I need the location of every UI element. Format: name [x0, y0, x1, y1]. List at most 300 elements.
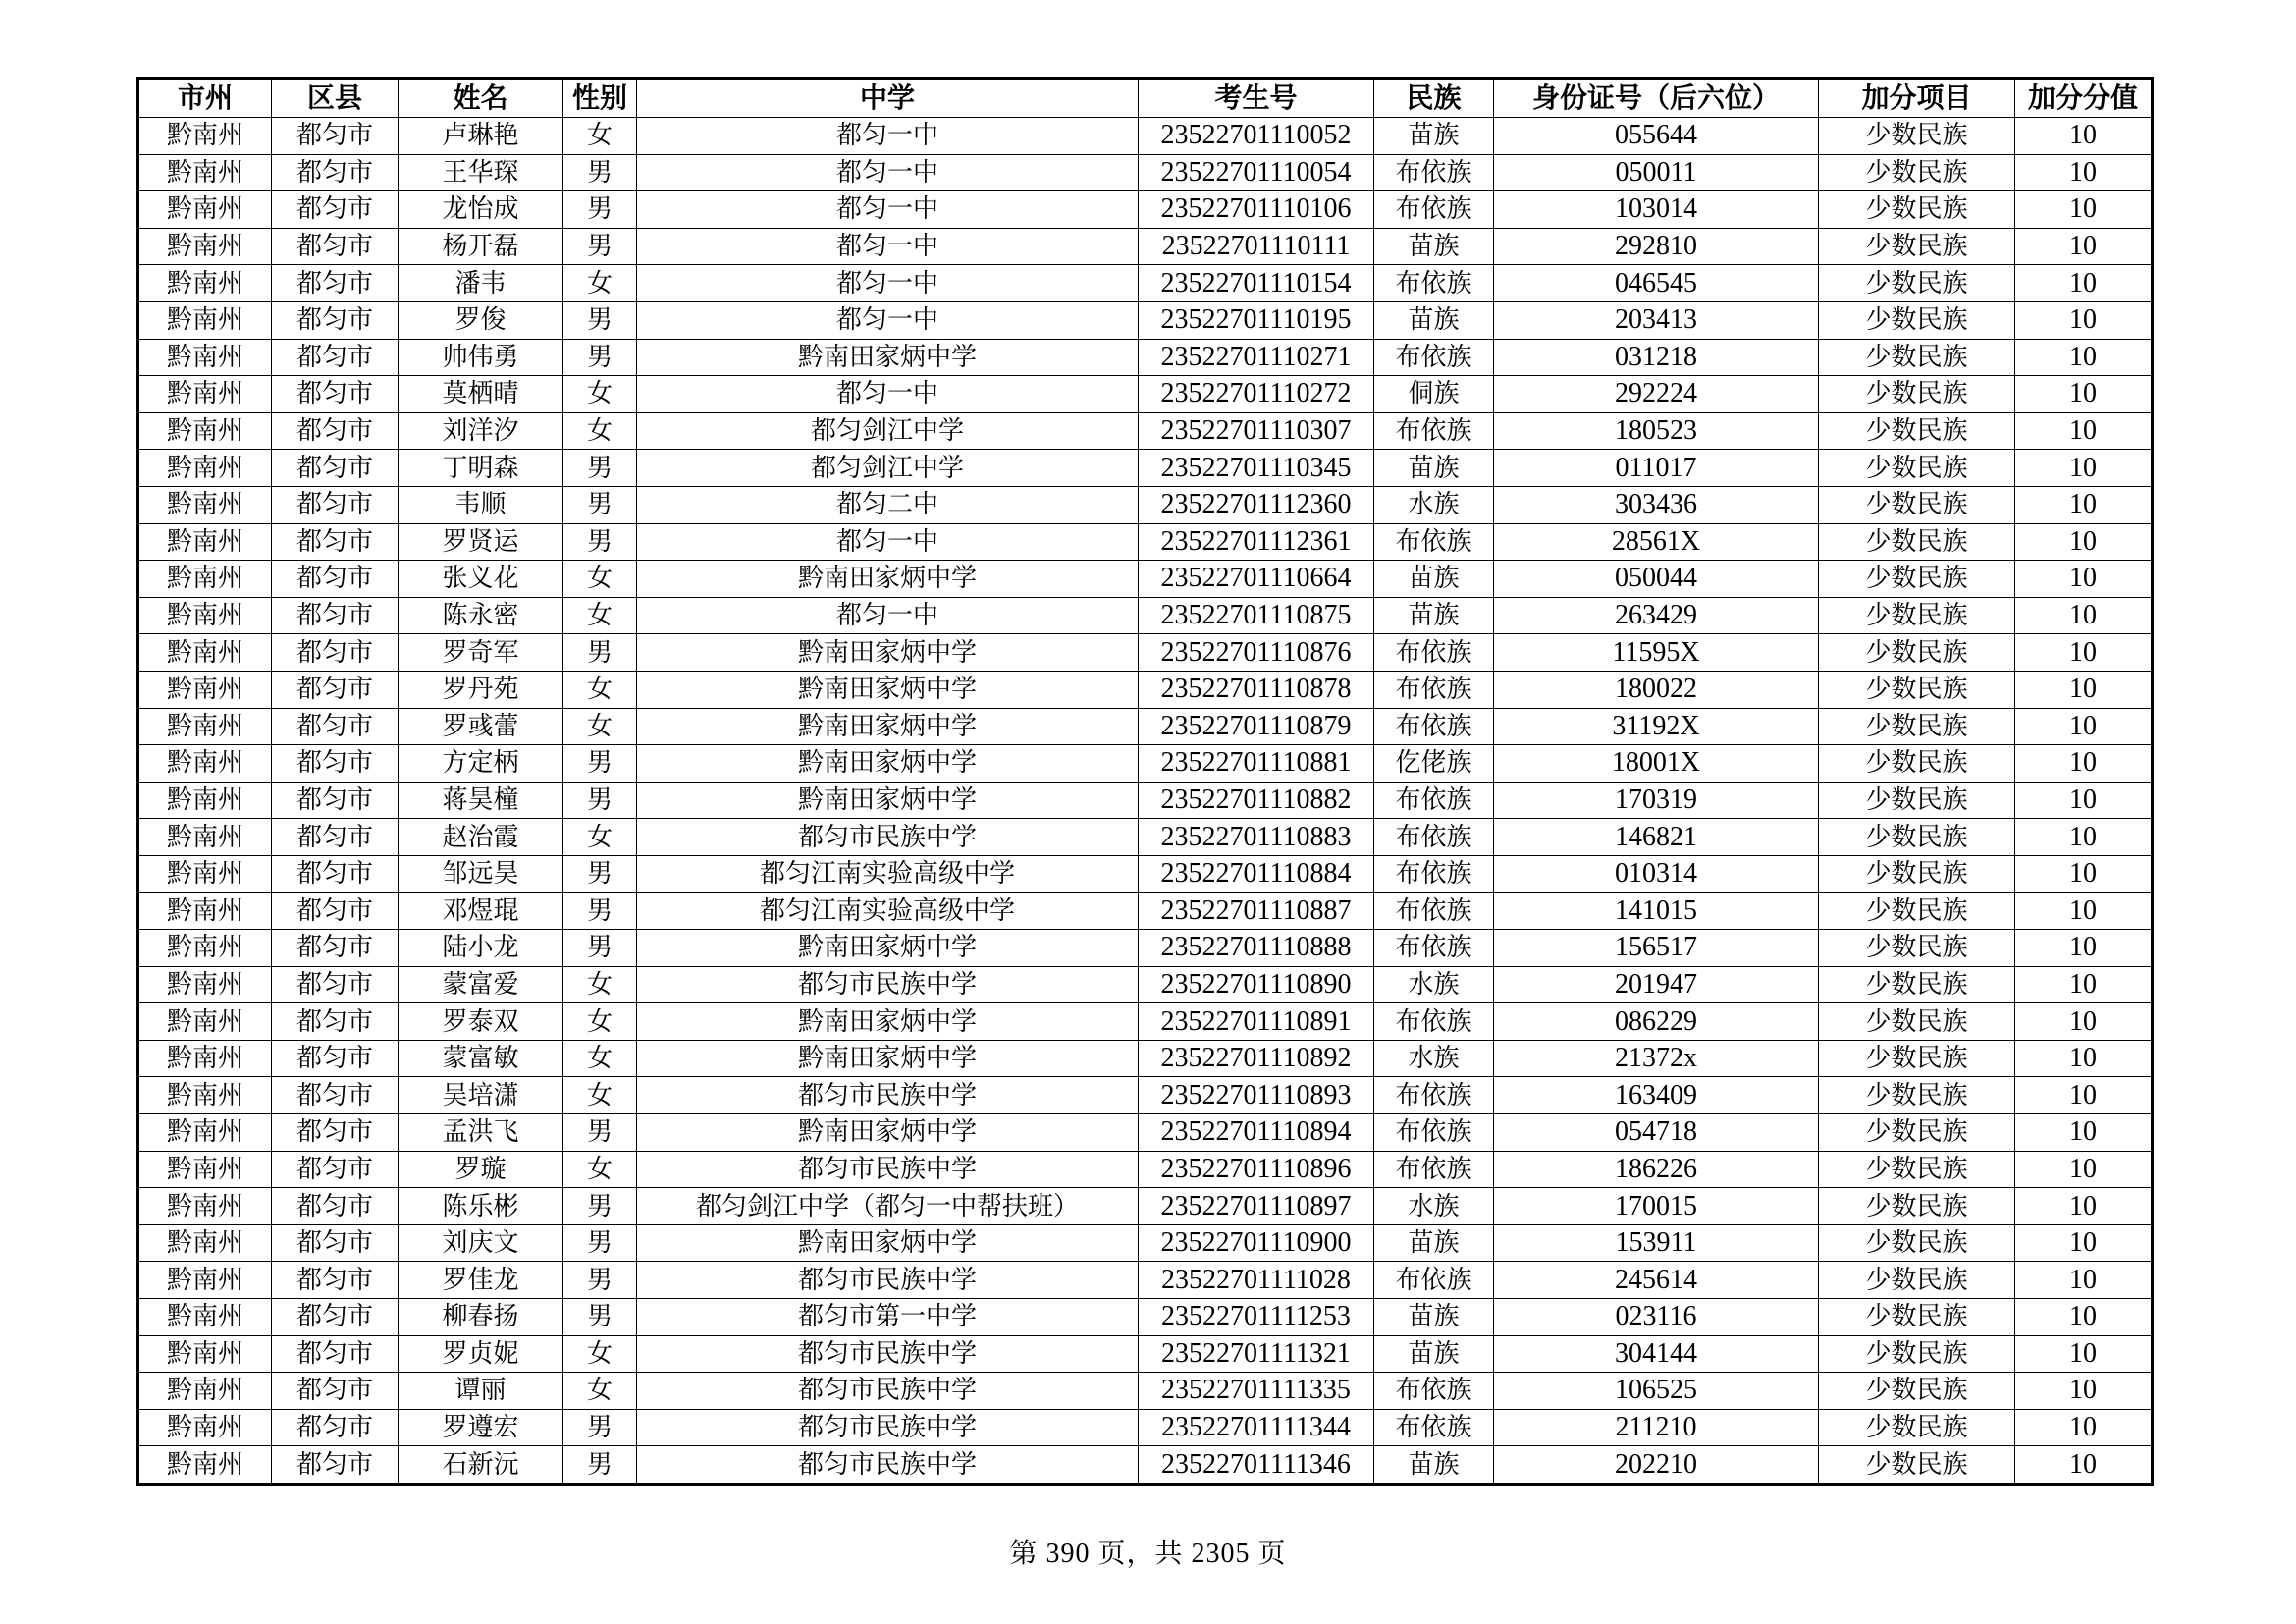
id-suffix-cell: 303436: [1494, 486, 1819, 523]
id-suffix-cell: 292810: [1494, 228, 1819, 265]
bonus-value-cell: 10: [2015, 855, 2153, 893]
district-cell: 都匀市: [272, 930, 399, 967]
school-cell: 黔南田家炳中学: [637, 708, 1139, 745]
district-cell: 都匀市: [272, 819, 399, 856]
name-cell: 潘韦: [399, 265, 563, 302]
bonus-item-cell: 少数民族: [1819, 819, 2015, 856]
district-cell: 都匀市: [272, 782, 399, 819]
ethnicity-cell: 布依族: [1374, 1114, 1494, 1152]
city-cell: 黔南州: [138, 486, 272, 523]
exam-number-cell: 23522701110894: [1139, 1114, 1374, 1152]
school-cell: 都匀市民族中学: [637, 1262, 1139, 1299]
bonus-item-cell: 少数民族: [1819, 782, 2015, 819]
name-cell: 谭丽: [399, 1373, 563, 1410]
id-suffix-cell: 28561X: [1494, 523, 1819, 561]
id-suffix-cell: 31192X: [1494, 708, 1819, 745]
bonus-item-cell: 少数民族: [1819, 265, 2015, 302]
id-suffix-cell: 010314: [1494, 855, 1819, 893]
gender-cell: 女: [563, 1373, 637, 1410]
table-row: [138, 228, 2153, 265]
table-body: [138, 118, 2153, 1485]
bonus-value-cell: 10: [2015, 450, 2153, 487]
bonus-value-cell: 10: [2015, 191, 2153, 229]
id-suffix-cell: 21372x: [1494, 1040, 1819, 1077]
exam-number-cell: 23522701110884: [1139, 855, 1374, 893]
name-cell: 罗遵宏: [399, 1409, 563, 1446]
name-cell: 丁明森: [399, 450, 563, 487]
ethnicity-cell: 苗族: [1374, 597, 1494, 634]
name-cell: 罗贤运: [399, 523, 563, 561]
city-cell: 黔南州: [138, 782, 272, 819]
name-cell: 赵治霞: [399, 819, 563, 856]
table-row: [138, 597, 2153, 634]
ethnicity-cell: 苗族: [1374, 450, 1494, 487]
bonus-item-header: 加分项目: [1819, 79, 2015, 118]
ethnicity-cell: 布依族: [1374, 1077, 1494, 1114]
name-cell: 帅伟勇: [399, 339, 563, 376]
gender-cell: 男: [563, 893, 637, 930]
name-cell: 罗彧蕾: [399, 708, 563, 745]
bonus-value-cell: 10: [2015, 1409, 2153, 1446]
gender-cell: 男: [563, 450, 637, 487]
gender-cell: 男: [563, 1299, 637, 1336]
city-cell: 黔南州: [138, 930, 272, 967]
bonus-item-cell: 少数民族: [1819, 1224, 2015, 1262]
district-cell: 都匀市: [272, 1409, 399, 1446]
gender-cell: 男: [563, 486, 637, 523]
table-header-row: [138, 79, 2153, 118]
city-cell: 黔南州: [138, 412, 272, 450]
gender-cell: 男: [563, 1188, 637, 1225]
id-suffix-cell: 086229: [1494, 1003, 1819, 1041]
ethnicity-cell: 苗族: [1374, 561, 1494, 598]
page-footer: 第 390 页，共 2305 页: [1009, 1539, 1287, 1569]
table-row: [138, 671, 2153, 708]
city-cell: 黔南州: [138, 819, 272, 856]
table-row: [138, 301, 2153, 339]
school-cell: 黔南田家炳中学: [637, 1114, 1139, 1152]
school-cell: 都匀一中: [637, 154, 1139, 191]
id-suffix-cell: 186226: [1494, 1151, 1819, 1188]
id-suffix-cell: 263429: [1494, 597, 1819, 634]
name-cell: 蒙富敏: [399, 1040, 563, 1077]
school-cell: 都匀市民族中学: [637, 1409, 1139, 1446]
ethnicity-cell: 水族: [1374, 966, 1494, 1003]
name-cell: 吴培潇: [399, 1077, 563, 1114]
school-cell: 都匀一中: [637, 118, 1139, 155]
district-cell: 都匀市: [272, 1299, 399, 1336]
gender-cell: 女: [563, 1077, 637, 1114]
bonus-value-cell: 10: [2015, 301, 2153, 339]
gender-cell: 男: [563, 1224, 637, 1262]
bonus-value-cell: 10: [2015, 708, 2153, 745]
city-cell: 黔南州: [138, 301, 272, 339]
district-cell: 都匀市: [272, 561, 399, 598]
id-suffix-cell: 180523: [1494, 412, 1819, 450]
school-cell: 黔南田家炳中学: [637, 1224, 1139, 1262]
table-row: [138, 412, 2153, 450]
id-suffix-cell: 18001X: [1494, 745, 1819, 783]
exam-number-cell: 23522701110111: [1139, 228, 1374, 265]
ethnicity-cell: 布依族: [1374, 191, 1494, 229]
city-cell: 黔南州: [138, 1114, 272, 1152]
bonus-value-cell: 10: [2015, 1299, 2153, 1336]
bonus-value-cell: 10: [2015, 1040, 2153, 1077]
district-cell: 都匀市: [272, 597, 399, 634]
ethnicity-cell: 布依族: [1374, 855, 1494, 893]
id-suffix-cell: 180022: [1494, 671, 1819, 708]
city-cell: 黔南州: [138, 597, 272, 634]
gender-cell: 女: [563, 1040, 637, 1077]
exam-number-cell: 23522701110345: [1139, 450, 1374, 487]
bonus-value-cell: 10: [2015, 893, 2153, 930]
table-row: [138, 819, 2153, 856]
bonus-value-cell: 10: [2015, 561, 2153, 598]
district-cell: 都匀市: [272, 745, 399, 783]
city-header: 市州: [138, 79, 272, 118]
school-cell: 都匀一中: [637, 265, 1139, 302]
name-cell: 陈永密: [399, 597, 563, 634]
table-row: [138, 154, 2153, 191]
school-cell: 都匀市民族中学: [637, 1335, 1139, 1373]
name-cell: 蒙富爱: [399, 966, 563, 1003]
ethnicity-cell: 苗族: [1374, 1224, 1494, 1262]
bonus-item-cell: 少数民族: [1819, 154, 2015, 191]
ethnicity-cell: 水族: [1374, 1040, 1494, 1077]
exam-number-cell: 23522701110876: [1139, 634, 1374, 672]
exam-number-cell: 23522701111028: [1139, 1262, 1374, 1299]
name-cell: 罗泰双: [399, 1003, 563, 1041]
ethnicity-cell: 布依族: [1374, 1151, 1494, 1188]
school-cell: 都匀市民族中学: [637, 1077, 1139, 1114]
exam-number-cell: 23522701112361: [1139, 523, 1374, 561]
ethnicity-header: 民族: [1374, 79, 1494, 118]
bonus-value-cell: 10: [2015, 1077, 2153, 1114]
city-cell: 黔南州: [138, 966, 272, 1003]
district-header: 区县: [272, 79, 399, 118]
exam-number-cell: 23522701110883: [1139, 819, 1374, 856]
city-cell: 黔南州: [138, 228, 272, 265]
bonus-value-cell: 10: [2015, 265, 2153, 302]
city-cell: 黔南州: [138, 1262, 272, 1299]
gender-cell: 男: [563, 634, 637, 672]
school-cell: 都匀江南实验高级中学: [637, 855, 1139, 893]
gender-cell: 男: [563, 782, 637, 819]
district-cell: 都匀市: [272, 1040, 399, 1077]
ethnicity-cell: 水族: [1374, 1188, 1494, 1225]
data-table: [136, 77, 2154, 1486]
gender-cell: 女: [563, 819, 637, 856]
district-cell: 都匀市: [272, 301, 399, 339]
table-row: [138, 118, 2153, 155]
gender-cell: 女: [563, 376, 637, 413]
bonus-value-cell: 10: [2015, 597, 2153, 634]
exam-number-cell: 23522701110106: [1139, 191, 1374, 229]
table-row: [138, 486, 2153, 523]
city-cell: 黔南州: [138, 1409, 272, 1446]
bonus-value-cell: 10: [2015, 376, 2153, 413]
school-cell: 都匀二中: [637, 486, 1139, 523]
table-row: [138, 191, 2153, 229]
id-suffix-cell: 153911: [1494, 1224, 1819, 1262]
table-row: [138, 1335, 2153, 1373]
city-cell: 黔南州: [138, 708, 272, 745]
exam-number-cell: 23522701110900: [1139, 1224, 1374, 1262]
exam-number-cell: 23522701110890: [1139, 966, 1374, 1003]
bonus-value-cell: 10: [2015, 486, 2153, 523]
school-cell: 黔南田家炳中学: [637, 745, 1139, 783]
ethnicity-cell: 布依族: [1374, 1003, 1494, 1041]
bonus-value-cell: 10: [2015, 671, 2153, 708]
bonus-item-cell: 少数民族: [1819, 708, 2015, 745]
district-cell: 都匀市: [272, 1003, 399, 1041]
school-cell: 都匀市民族中学: [637, 819, 1139, 856]
gender-cell: 男: [563, 1409, 637, 1446]
bonus-value-cell: 10: [2015, 339, 2153, 376]
school-cell: 黔南田家炳中学: [637, 1003, 1139, 1041]
exam-number-cell: 23522701110054: [1139, 154, 1374, 191]
bonus-item-cell: 少数民族: [1819, 228, 2015, 265]
city-cell: 黔南州: [138, 339, 272, 376]
id-suffix-cell: 146821: [1494, 819, 1819, 856]
name-cell: 龙怡成: [399, 191, 563, 229]
city-cell: 黔南州: [138, 1335, 272, 1373]
name-cell: 张义花: [399, 561, 563, 598]
name-cell: 罗佳龙: [399, 1262, 563, 1299]
gender-cell: 女: [563, 1003, 637, 1041]
bonus-value-cell: 10: [2015, 1373, 2153, 1410]
district-cell: 都匀市: [272, 228, 399, 265]
ethnicity-cell: 布依族: [1374, 708, 1494, 745]
gender-cell: 女: [563, 671, 637, 708]
name-cell: 孟洪飞: [399, 1114, 563, 1152]
city-cell: 黔南州: [138, 191, 272, 229]
exam-number-cell: 23522701111344: [1139, 1409, 1374, 1446]
city-cell: 黔南州: [138, 1003, 272, 1041]
school-cell: 黔南田家炳中学: [637, 1040, 1139, 1077]
id-suffix-cell: 202210: [1494, 1446, 1819, 1485]
table-row: [138, 561, 2153, 598]
school-cell: 都匀市民族中学: [637, 1373, 1139, 1410]
school-cell: 黔南田家炳中学: [637, 930, 1139, 967]
gender-cell: 女: [563, 118, 637, 155]
table-row: [138, 1446, 2153, 1485]
bonus-value-cell: 10: [2015, 1003, 2153, 1041]
district-cell: 都匀市: [272, 1114, 399, 1152]
ethnicity-cell: 侗族: [1374, 376, 1494, 413]
name-cell: 石新沅: [399, 1446, 563, 1485]
school-cell: 都匀一中: [637, 523, 1139, 561]
table-row: [138, 1373, 2153, 1410]
name-cell: 柳春扬: [399, 1299, 563, 1336]
ethnicity-cell: 布依族: [1374, 893, 1494, 930]
district-cell: 都匀市: [272, 966, 399, 1003]
exam-number-cell: 23522701110154: [1139, 265, 1374, 302]
id-suffix-cell: 11595X: [1494, 634, 1819, 672]
bonus-item-cell: 少数民族: [1819, 1114, 2015, 1152]
exam-number-cell: 23522701110887: [1139, 893, 1374, 930]
gender-cell: 女: [563, 1335, 637, 1373]
school-cell: 都匀一中: [637, 191, 1139, 229]
exam-number-cell: 23522701110882: [1139, 782, 1374, 819]
gender-cell: 女: [563, 597, 637, 634]
gender-cell: 女: [563, 412, 637, 450]
exam-number-cell: 23522701110271: [1139, 339, 1374, 376]
school-cell: 黔南田家炳中学: [637, 782, 1139, 819]
table-row: [138, 1224, 2153, 1262]
district-cell: 都匀市: [272, 893, 399, 930]
district-cell: 都匀市: [272, 671, 399, 708]
gender-cell: 男: [563, 154, 637, 191]
school-header: 中学: [637, 79, 1139, 118]
gender-cell: 女: [563, 265, 637, 302]
id-suffix-cell: 054718: [1494, 1114, 1819, 1152]
id-suffix-cell: 304144: [1494, 1335, 1819, 1373]
district-cell: 都匀市: [272, 1262, 399, 1299]
gender-cell: 男: [563, 930, 637, 967]
name-cell: 陈乐彬: [399, 1188, 563, 1225]
gender-header: 性别: [563, 79, 637, 118]
ethnicity-cell: 布依族: [1374, 671, 1494, 708]
gender-cell: 男: [563, 745, 637, 783]
bonus-value-cell: 10: [2015, 1224, 2153, 1262]
ethnicity-cell: 布依族: [1374, 339, 1494, 376]
exam-number-cell: 23522701110897: [1139, 1188, 1374, 1225]
id-suffix-cell: 292224: [1494, 376, 1819, 413]
table-row: [138, 893, 2153, 930]
name-cell: 刘庆文: [399, 1224, 563, 1262]
gender-cell: 男: [563, 1114, 637, 1152]
bonus-item-cell: 少数民族: [1819, 855, 2015, 893]
bonus-item-cell: 少数民族: [1819, 1299, 2015, 1336]
district-cell: 都匀市: [272, 708, 399, 745]
name-header: 姓名: [399, 79, 563, 118]
exam-number-cell: 23522701110052: [1139, 118, 1374, 155]
bonus-value-cell: 10: [2015, 819, 2153, 856]
bonus-item-cell: 少数民族: [1819, 1188, 2015, 1225]
name-cell: 刘洋汐: [399, 412, 563, 450]
exam-number-cell: 23522701110888: [1139, 930, 1374, 967]
city-cell: 黔南州: [138, 634, 272, 672]
table-row: [138, 1188, 2153, 1225]
table-row: [138, 966, 2153, 1003]
table-row: [138, 450, 2153, 487]
exam-number-cell: 23522701110891: [1139, 1003, 1374, 1041]
district-cell: 都匀市: [272, 118, 399, 155]
id-suffix-cell: 050044: [1494, 561, 1819, 598]
city-cell: 黔南州: [138, 376, 272, 413]
bonus-value-header: 加分分值: [2015, 79, 2153, 118]
district-cell: 都匀市: [272, 1335, 399, 1373]
city-cell: 黔南州: [138, 1040, 272, 1077]
city-cell: 黔南州: [138, 855, 272, 893]
bonus-item-cell: 少数民族: [1819, 376, 2015, 413]
school-cell: 都匀剑江中学: [637, 412, 1139, 450]
school-cell: 都匀市第一中学: [637, 1299, 1139, 1336]
table-row: [138, 708, 2153, 745]
bonus-value-cell: 10: [2015, 634, 2153, 672]
ethnicity-cell: 仡佬族: [1374, 745, 1494, 783]
city-cell: 黔南州: [138, 893, 272, 930]
ethnicity-cell: 苗族: [1374, 1299, 1494, 1336]
gender-cell: 男: [563, 191, 637, 229]
id-suffix-header: 身份证号（后六位）: [1494, 79, 1819, 118]
table-row: [138, 523, 2153, 561]
table-row: [138, 855, 2153, 893]
id-suffix-cell: 055644: [1494, 118, 1819, 155]
bonus-value-cell: 10: [2015, 412, 2153, 450]
district-cell: 都匀市: [272, 339, 399, 376]
id-suffix-cell: 211210: [1494, 1409, 1819, 1446]
name-cell: 罗璇: [399, 1151, 563, 1188]
city-cell: 黔南州: [138, 1224, 272, 1262]
ethnicity-cell: 苗族: [1374, 228, 1494, 265]
table-row: [138, 1409, 2153, 1446]
table-row: [138, 1040, 2153, 1077]
school-cell: 都匀剑江中学: [637, 450, 1139, 487]
id-suffix-cell: 170319: [1494, 782, 1819, 819]
exam-number-cell: 23522701111335: [1139, 1373, 1374, 1410]
city-cell: 黔南州: [138, 265, 272, 302]
ethnicity-cell: 布依族: [1374, 154, 1494, 191]
gender-cell: 女: [563, 708, 637, 745]
table-row: [138, 339, 2153, 376]
city-cell: 黔南州: [138, 450, 272, 487]
id-suffix-cell: 170015: [1494, 1188, 1819, 1225]
name-cell: 韦顺: [399, 486, 563, 523]
ethnicity-cell: 布依族: [1374, 412, 1494, 450]
bonus-item-cell: 少数民族: [1819, 301, 2015, 339]
ethnicity-cell: 布依族: [1374, 1262, 1494, 1299]
name-cell: 罗贞妮: [399, 1335, 563, 1373]
bonus-item-cell: 少数民族: [1819, 523, 2015, 561]
name-cell: 方定柄: [399, 745, 563, 783]
school-cell: 都匀一中: [637, 301, 1139, 339]
exam-number-cell: 23522701111321: [1139, 1335, 1374, 1373]
city-cell: 黔南州: [138, 154, 272, 191]
bonus-value-cell: 10: [2015, 1335, 2153, 1373]
bonus-item-cell: 少数民族: [1819, 118, 2015, 155]
exam-number-cell: 23522701110195: [1139, 301, 1374, 339]
gender-cell: 男: [563, 339, 637, 376]
ethnicity-cell: 布依族: [1374, 930, 1494, 967]
id-suffix-cell: 011017: [1494, 450, 1819, 487]
bonus-value-cell: 10: [2015, 782, 2153, 819]
school-cell: 都匀市民族中学: [637, 1151, 1139, 1188]
ethnicity-cell: 苗族: [1374, 1446, 1494, 1485]
city-cell: 黔南州: [138, 1299, 272, 1336]
gender-cell: 女: [563, 1151, 637, 1188]
table-row: [138, 930, 2153, 967]
city-cell: 黔南州: [138, 1188, 272, 1225]
gender-cell: 女: [563, 966, 637, 1003]
city-cell: 黔南州: [138, 1151, 272, 1188]
school-cell: 都匀市民族中学: [637, 1446, 1139, 1485]
exam-number-cell: 23522701110896: [1139, 1151, 1374, 1188]
bonus-item-cell: 少数民族: [1819, 966, 2015, 1003]
bonus-item-cell: 少数民族: [1819, 561, 2015, 598]
bonus-value-cell: 10: [2015, 228, 2153, 265]
id-suffix-cell: 106525: [1494, 1373, 1819, 1410]
gender-cell: 男: [563, 228, 637, 265]
district-cell: 都匀市: [272, 1077, 399, 1114]
bonus-item-cell: 少数民族: [1819, 412, 2015, 450]
name-cell: 王华琛: [399, 154, 563, 191]
name-cell: 邹远昊: [399, 855, 563, 893]
bonus-item-cell: 少数民族: [1819, 450, 2015, 487]
bonus-value-cell: 10: [2015, 745, 2153, 783]
name-cell: 邓煜琨: [399, 893, 563, 930]
